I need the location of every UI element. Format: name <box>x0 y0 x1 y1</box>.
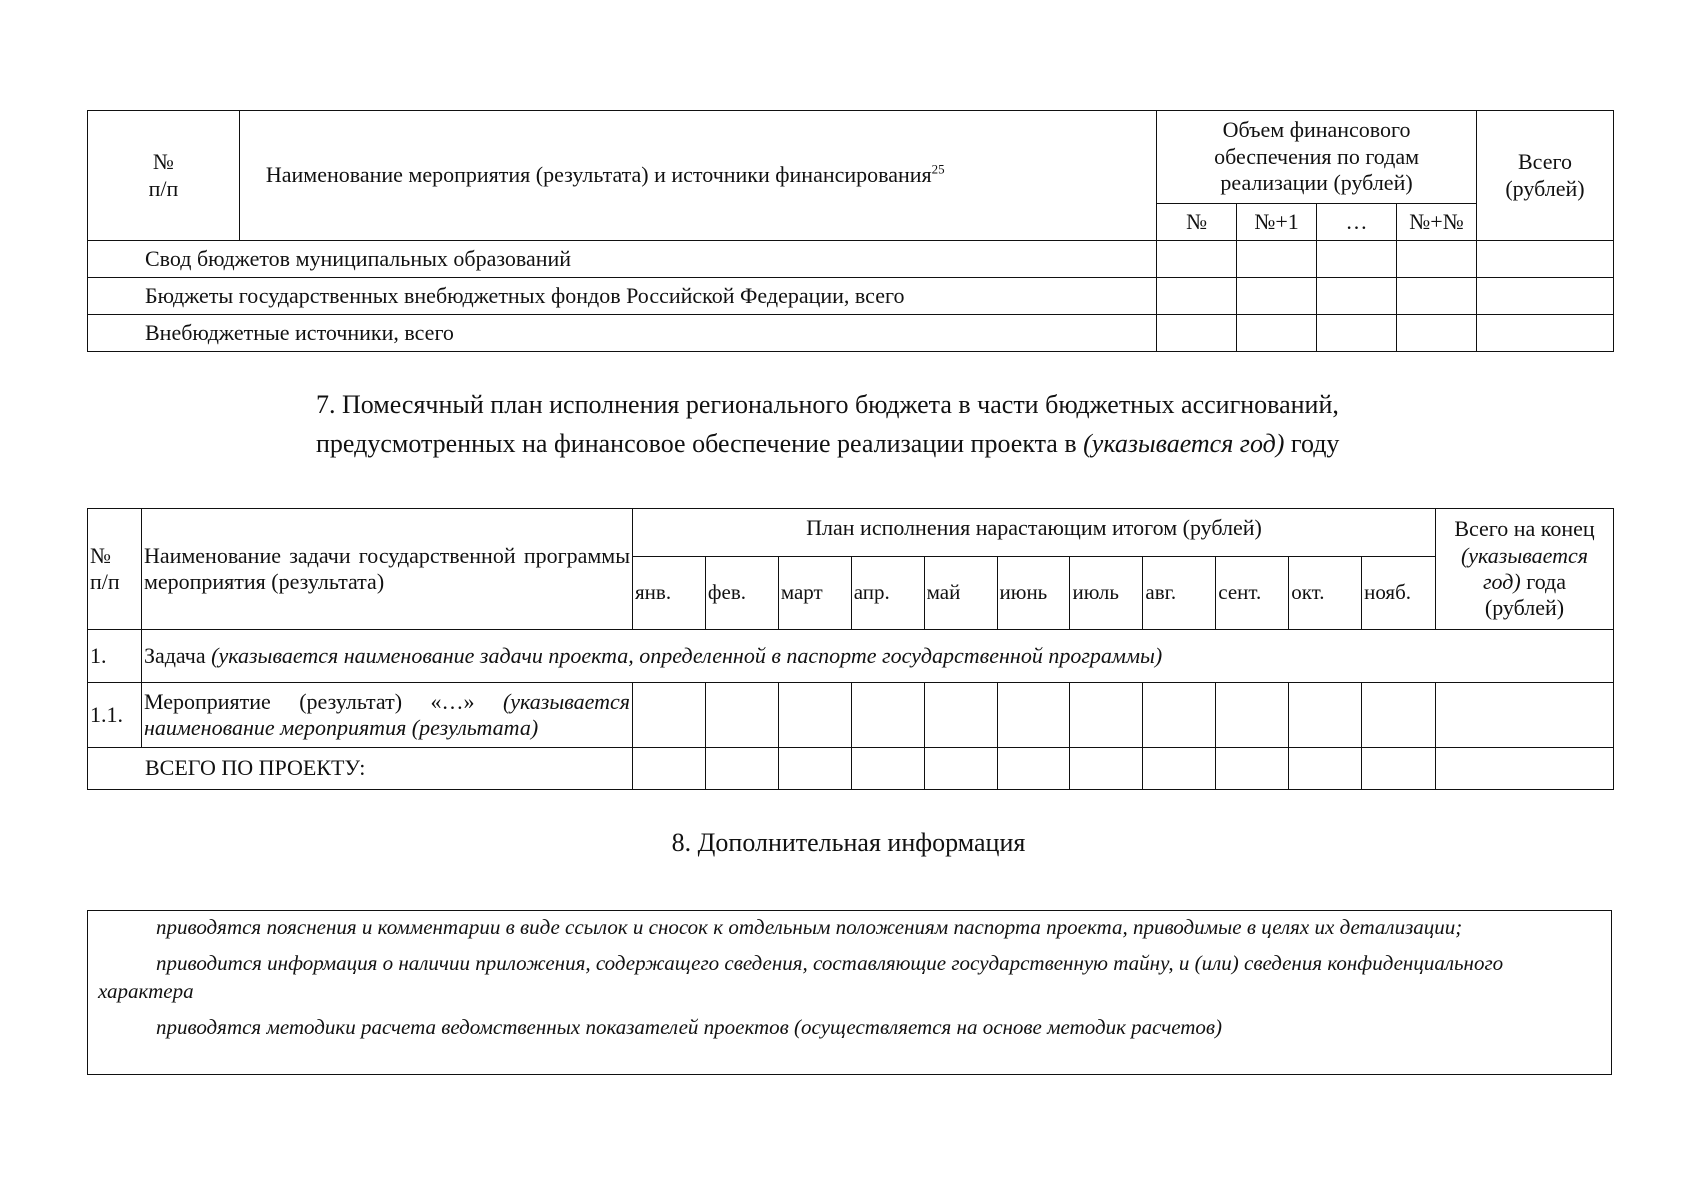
month-header: нояб. <box>1362 557 1436 630</box>
value-cell <box>851 683 924 748</box>
total-header <box>1436 509 1614 630</box>
value-cell <box>778 683 851 748</box>
value-cell <box>633 683 706 748</box>
section-7-line-2-text: предусмотренных на финансовое обеспечение реализации проекта в <box>316 429 1084 458</box>
value-cell <box>1143 683 1216 748</box>
month-header: сент. <box>1216 557 1289 630</box>
value-cell <box>1289 748 1362 790</box>
value-cell <box>1436 683 1614 748</box>
value-cell <box>997 748 1070 790</box>
info-paragraph: приводятся методики расчета ведомственных показателей проектов (осуществляется на основе методик расчетов) <box>156 1015 1223 1039</box>
name-header <box>239 111 1156 241</box>
value-cell <box>1143 748 1216 790</box>
value-cell <box>1157 315 1237 352</box>
financing-sources-table <box>87 110 1614 352</box>
value-cell <box>851 748 924 790</box>
info-paragraph: приводится информация о наличии приложения, содержащего сведения, составляющие государственную тайну, и (или) сведения конфиденциального характера <box>98 951 1504 1003</box>
value-cell <box>1317 315 1397 352</box>
section-7-line-2 <box>316 424 1466 463</box>
value-cell <box>1362 683 1436 748</box>
value-cell <box>1476 315 1613 352</box>
value-cell <box>1317 278 1397 315</box>
value-cell <box>924 748 997 790</box>
info-paragraph: приводятся пояснения и комментарии в виде ссылок и сносок к отдельным положениям паспорта проекта, приводимые в целях их детализации; <box>156 915 1463 939</box>
section-7-line-1: 7. Помесячный план исполнения регионального бюджета в части бюджетных ассигнований, <box>316 390 1339 419</box>
footnote-ref: 25 <box>931 161 945 177</box>
row-label: Внебюджетные источники, всего <box>88 315 1157 352</box>
name-header-text: Наименование мероприятия (результата) и источники финансирования <box>265 162 932 188</box>
month-header: июнь <box>997 557 1070 630</box>
value-cell <box>1157 241 1237 278</box>
section-7-line-2-suffix: году <box>1284 429 1340 458</box>
measure-placeholder: (указывается наименование мероприятия (результата) <box>143 688 631 740</box>
value-cell <box>1317 241 1397 278</box>
measure-row <box>141 683 632 748</box>
plan-header: План исполнения нарастающим итогом (рублей) <box>633 509 1436 557</box>
name-header: Наименование задачи государственной программы мероприятия (результата) <box>141 509 632 630</box>
monthly-plan-table <box>87 508 1614 790</box>
value-cell <box>1476 241 1613 278</box>
value-cell <box>924 683 997 748</box>
measure-label: Мероприятие (результат) «…» <box>143 688 503 714</box>
year-placeholder: (указывается год) <box>1460 542 1589 594</box>
value-cell <box>633 748 706 790</box>
value-cell <box>997 683 1070 748</box>
task-num: 1. <box>88 630 142 683</box>
value-cell <box>1397 278 1477 315</box>
value-cell <box>1237 278 1317 315</box>
value-cell <box>1237 315 1317 352</box>
task-row <box>141 630 1613 683</box>
value-cell <box>1397 315 1477 352</box>
total-header-suffix: года (рублей) <box>1484 569 1567 621</box>
value-cell <box>705 748 778 790</box>
measure-num: 1.1. <box>88 683 142 748</box>
task-label: Задача <box>143 642 212 668</box>
year-placeholder: (указывается год) <box>1083 429 1285 458</box>
volume-header: Объем финансового обеспечения по годам реализации (рублей) <box>1157 111 1477 204</box>
num-header: № п/п <box>88 111 240 241</box>
value-cell <box>1216 748 1289 790</box>
month-header: июль <box>1070 557 1143 630</box>
value-cell <box>778 748 851 790</box>
additional-info-box <box>87 910 1612 1075</box>
row-label: Бюджеты государственных внебюджетных фондов Российской Федерации, всего <box>88 278 1157 315</box>
value-cell <box>1070 748 1143 790</box>
value-cell <box>1397 241 1477 278</box>
value-cell <box>1362 748 1436 790</box>
section-7-title <box>316 385 1466 463</box>
value-cell <box>1070 683 1143 748</box>
value-cell <box>1157 278 1237 315</box>
year-header: №+1 <box>1237 204 1317 241</box>
month-header: апр. <box>851 557 924 630</box>
total-header-text: Всего на конец <box>1454 516 1595 542</box>
year-header: №+№ <box>1397 204 1477 241</box>
value-cell <box>1216 683 1289 748</box>
section-8-title: 8. Дополнительная информация <box>671 828 1026 857</box>
year-header: … <box>1317 204 1397 241</box>
value-cell <box>1436 748 1614 790</box>
value-cell <box>1237 241 1317 278</box>
value-cell <box>705 683 778 748</box>
month-header: май <box>924 557 997 630</box>
month-header: окт. <box>1289 557 1362 630</box>
num-header: № п/п <box>88 509 142 630</box>
year-header: № <box>1157 204 1237 241</box>
total-header: Всего (рублей) <box>1476 111 1613 241</box>
month-header: фев. <box>705 557 778 630</box>
project-total-label: ВСЕГО ПО ПРОЕКТУ: <box>88 748 633 790</box>
task-placeholder: (указывается наименование задачи проекта, определенной в паспорте государственной программы) <box>211 642 1163 668</box>
month-header: март <box>778 557 851 630</box>
month-header: авг. <box>1143 557 1216 630</box>
value-cell <box>1289 683 1362 748</box>
value-cell <box>1476 278 1613 315</box>
row-label: Свод бюджетов муниципальных образований <box>88 241 1157 278</box>
month-header: янв. <box>633 557 706 630</box>
